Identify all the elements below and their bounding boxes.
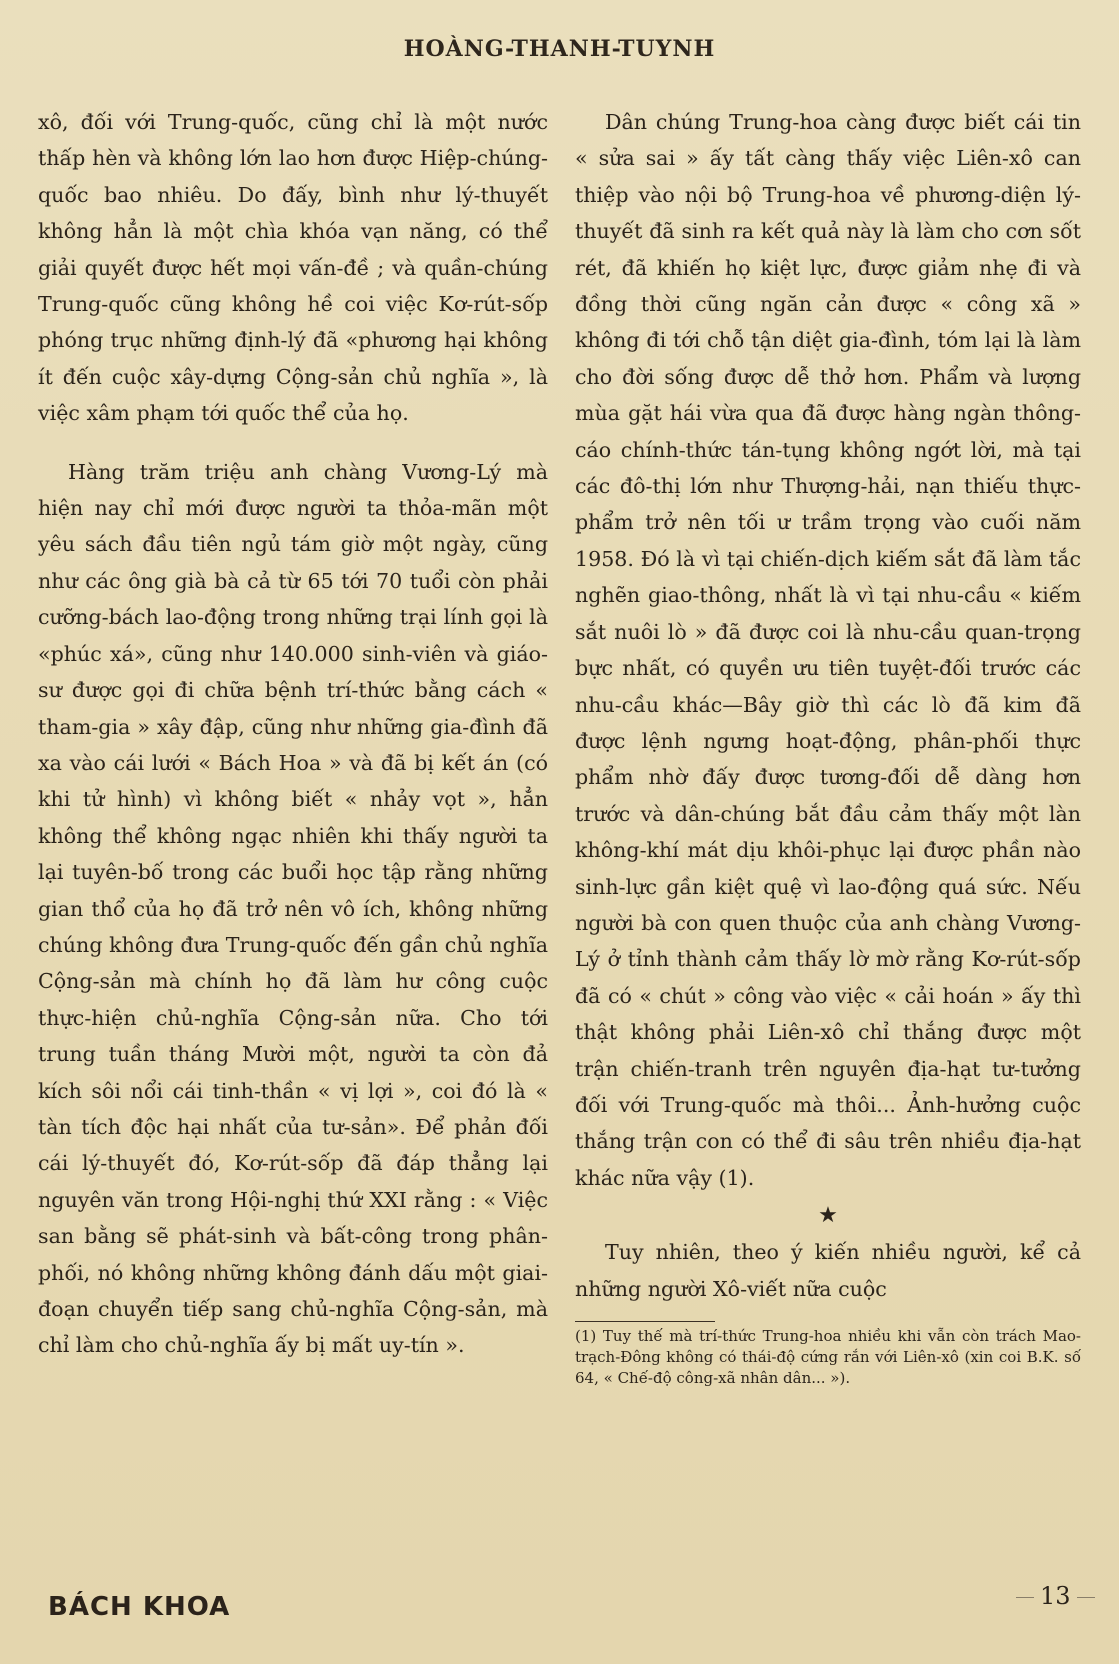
paragraph: xô, đối với Trung-quốc, cũng chỉ là một nước thấp hèn và không lớn lao hơn được Hiệp-chúng-quốc bao nhiêu. Do đấy, bình như lý-thuyết không hẳn là một chìa khóa vạn năng, có thể giải quyết được hết mọi vấn-đề ; và quần-chúng Trung-quốc cũng không hề coi việc Kơ-rút-sốp phóng trục những định-lý đã «phương hại không ít đến cuộc xây-dựng Cộng-sản chủ nghĩa », là việc xâm phạm tới quốc thể của họ. xyxy=(38,110,548,426)
section-separator-star: ★ xyxy=(818,1203,838,1229)
right-column xyxy=(575,104,1081,1389)
paragraph: Hàng trăm triệu anh chàng Vương-Lý mà hiện nay chỉ mới được người ta thỏa-mãn một yêu sách đầu tiên ngủ tám giờ một ngày, cũng như các ông già bà cả từ 65 tới 70 tuổi còn phải cưỡng-bách lao-động trong những trại lính gọi là «phúc xá», cũng như 140.000 sinh-viên và giáo-sư được gọi đi chữa bệnh trí-thức bằng cách « tham-gia » xây đập, cũng như những gia-đình đã xa vào cái lưới « Bách Hoa » và đã bị kết án (có khi tử hình) vì không biết « nhảy vọt », hẳn không thể không ngạc nhiên khi thấy người ta lại tuyên-bố trong các buổi học tập rằng những gian thổ của họ đã trở nên vô ích, không những chúng không đưa Trung-quốc đến gần chủ nghĩa Cộng-sản mà chính họ đã làm hư công cuộc thực-hiện chủ-nghĩa Cộng-sản nữa. Cho tới trung tuần tháng Mười một, người ta còn đả kích sôi nổi cái tinh-thần « vị lợi », coi đó là « tàn tích độc hại nhất của tư-sản». Để phản đối cái lý-thuyết đó, Kơ-rút-sốp đã đáp thẳng lại nguyên văn trong Hội-nghị thứ XXI rằng : « Việc san bằng sẽ phát-sinh và bất-công trong phân-phối, nó không những không đánh dấu một giai-đoạn chuyển tiếp sang chủ-nghĩa Cộng-sản, mà chỉ làm cho chủ-nghĩa ấy bị mất uy-tín ». xyxy=(38,459,548,1358)
paragraph: Dân chúng Trung-hoa càng được biết cái tin « sửa sai » ấy tất càng thấy việc Liên-xô can thiệp vào nội bộ Trung-hoa về phương-diện lý-thuyết đã sinh ra kết quả này là làm cho cơn sốt rét, đã khiến họ kiệt lực, được giảm nhẹ đi và đồng thời cũng ngăn cản được « công xã » không đi tới chỗ tận diệt gia-đình, tóm lại là làm cho đời sống được dễ thở hơn. Phẩm và lượng mùa gặt hái vừa qua đã được hàng ngàn thông-cáo chính-thức tán-tụng không ngớt lời, mà tại các đô-thị lớn như Thượng-hải, nạn thiếu thực-phẩm trở nên tối ư trầm trọng vào cuối năm 1958. Đó là vì tại chiến-dịch kiếm sắt đã làm tắc nghẽn giao-thông, nhất là vì tại nhu-cầu « kiếm sắt nuôi lò » đã được coi là nhu-cầu quan-trọng bực nhất, có quyền ưu tiên tuyệt-đối trước các nhu-cầu khác—Bây giờ thì các lò đã kim đã được lệnh ngưng hoạt-động, phân-phối thực phẩm nhờ đấy được tương-đối dễ dàng hơn trước và dân-chúng bắt đầu cảm thấy một làn không-khí mát dịu khôi-phục lại được phần nào sinh-lực gần kiệt quệ vì lao-động quá sức. Nếu người bà con quen thuộc của anh chàng Vương-Lý ở tỉnh thành cảm thấy lờ mờ rằng Kơ-rút-sốp đã có « chút » công vào việc « cải hoán » ấy thì thật không phải Liên-xô chỉ thắng được một trận chiến-tranh trên nguyên địa-hạt tư-tưởng đối với Trung-quốc mà thôi... Ảnh-hưởng cuộc thắng trận con có thể đi sâu trên nhiều địa-hạt khác nữa vậy (1). xyxy=(575,110,1081,1190)
running-header: HOÀNG-THANH-TUYNH xyxy=(403,36,716,62)
footnote-rule xyxy=(575,1321,715,1322)
footnote: (1) Tuy thế mà trí-thức Trung-hoa nhiều khi vẫn còn trách Mao-trạch-Đông không có thái-độ cứng rắn với Liên-xô (xin coi B.K. số 64, « Chế-độ công-xã nhân dân... »). xyxy=(575,1327,1081,1387)
footer-magazine-title: BÁCH KHOA xyxy=(48,1592,231,1622)
paragraph: Tuy nhiên, theo ý kiến nhiều người, kể cả những người Xô-viết nữa cuộc xyxy=(575,1240,1081,1301)
left-column xyxy=(38,104,548,1364)
page-number xyxy=(1010,1582,1101,1610)
page-number-value: 13 xyxy=(1040,1582,1071,1610)
